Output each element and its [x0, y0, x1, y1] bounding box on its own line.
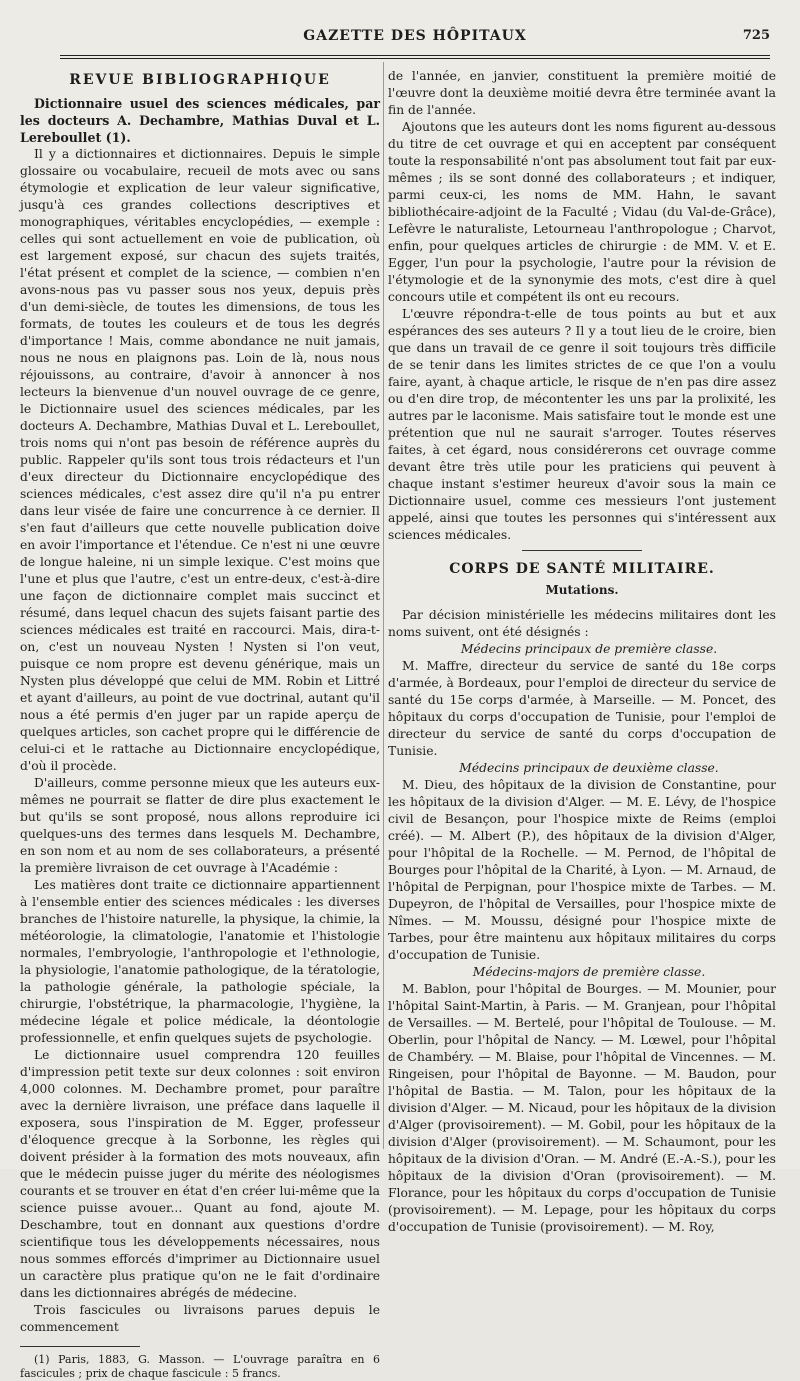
footnote-rule: [20, 1346, 140, 1347]
footnote: (1) Paris, 1883, G. Masson. — L'ouvrage paraîtra en 6 fascicules ; prix de chaque fascicule : 5 francs.: [20, 1353, 380, 1380]
paragraph: Par décision ministérielle les médecins militaires dont les noms suivent, ont été désignés :: [388, 608, 776, 639]
separator: [522, 550, 642, 551]
paragraph: M. Bablon, pour l'hôpital de Bourges. — M. Mounier, pour l'hôpital Saint-Martin, à Paris. — M. Granjean, pour l'hôpital de Versailles. — M. Bertelé, pour l'hôpital de Toulouse. — M. Oberlin, pour l'hôpital de Nancy. — M. Lœwel, pour l'hôpital de Chambéry. — M. Blaise, pour l'hôpital de Vincennes. — M. Ringeisen, pour l'hôpital de Bayonne. — M. Baudon, pour l'hôpital de Bastia. — M. Talon, pour les hôpitaux de la division d'Alger. — M. Nicaud, pour les hôpitaux de la division d'Alger (provisoirement). — M. Gobil, pour les hôpitaux de la division d'Alger (provisoirement). — M. Schaumont, pour les hôpitaux de la division d'Oran. — M. André (E.-A.-S.), pour les hôpitaux de la division d'Oran (provisoirement). — M. Florance, pour les hôpitaux du corps d'occupation de Tunisie (provisoirement). — M. Lepage, pour les hôpitaux du corps d'occupation de Tunisie (provisoirement). — M. Roy,: [388, 982, 776, 1234]
paragraph: Ajoutons que les auteurs dont les noms figurent au-dessous du titre de cet ouvrage et qui en acceptent par conséquent toute la responsabilité n'ont pas absolument tout fait par eux-mêmes ; ils se sont donné des collaborateurs ; et indiquer, parmi ceux-ci, les noms de MM. Hahn, le savant bibliothécaire-adjoint de la Faculté ; Vidau (du Val-de-Grâce), Lefèvre le naturaliste, Letourneau l'anthropologue ; Charvot, enfin, pour quelques articles de chirurgie : de MM. V. et E. Egger, l'un pour la psychologie, l'autre pour la révision de l'étymologie et de la synonymie des mots, c'est dire à quel concours utile et compétent ils ont eu recours.: [388, 120, 776, 304]
section-title: REVUE BIBLIOGRAPHIQUE: [69, 72, 331, 88]
left-column: [20, 68, 380, 1381]
section-heading: CORPS DE SANTÉ MILITAIRE.: [449, 561, 715, 577]
paragraph: M. Dieu, des hôpitaux de la division de Constantine, pour les hôpitaux de la division d'Alger. — M. E. Lévy, de l'hospice civil de Besançon, pour l'hospice mixte de Reims (emploi créé). — M. Albert (P.), des hôpitaux de la division d'Alger, pour l'hôpital de la Rochelle. — M. Pernod, de l'hôpital de Bourges pour l'hôpital de la Charité, à Lyon. — M. Arnaud, de l'hôpital de Perpignan, pour l'hospice mixte de Tarbes. — M. Dupeyron, de l'hôpital de Versailles, pour l'hospice mixte de Nîmes. — M. Moussu, désigné pour l'hospice mixte de Tarbes, pour être maintenu aux hôpitaux militaires du corps d'occupation de Tunisie.: [388, 778, 776, 962]
paragraph: L'œuvre répondra-t-elle de tous points au but et aux espérances des ses auteurs ? Il y a tout lieu de le croire, bien que dans un travail de ce genre il soit toujours très difficile de se tenir dans les limites strictes de ce que l'on a voulu faire, ayant, à chaque article, le risque de n'en pas dire assez ou d'en dire trop, de mécontenter les uns par la prolixité, les autres par le laconisme. Mais satisfaire tout le monde est une prétention que nul ne saurait s'arroger. Toutes réserves faites, à cet égard, nous considérerons cet ouvrage comme devant être très utile pour les praticiens qui peuvent à chaque instant s'estimer heureux d'avoir sous la main ce Dictionnaire usuel, comme ces messieurs l'ont justement appelé, ainsi que toutes les personnes qui s'intéressent aux sciences médicales.: [388, 307, 776, 542]
paragraph: de l'année, en janvier, constituent la première moitié de l'œuvre dont la deuxième moitié devra être terminée avant la fin de l'année.: [388, 69, 776, 117]
book-title: Dictionnaire usuel des sciences médicales, par les docteurs A. Dechambre, Mathias Duval et L. Lereboullet (1).: [20, 96, 380, 145]
header-rule-thin: [60, 58, 770, 59]
paragraph: Les matières dont traite ce dictionnaire appartiennent à l'ensemble entier des sciences médicales : les diverses branches de l'histoire naturelle, la physique, la chimie, la météorologie, la climatologie, l'anatomie et l'histologie normales, l'embryologie, l'anthropologie et l'ethnologie, la physiologie, l'anatomie pathologique, de la tératologie, la pathologie générale, la pathologie spéciale, la chirurgie, l'obstétrique, la pharmacologie, l'hygiène, la médecine légale et police médicale, la déontologie professionnelle, et enfin quelques sujets de psychologie.: [20, 878, 380, 1045]
column-divider: [383, 62, 384, 1149]
paragraph: Il y a dictionnaires et dictionnaires. Depuis le simple glossaire ou vocabulaire, recueil de mots avec ou sans étymologie et explication de leur valeur significative, jusqu'à ces grandes collections descriptives et monographiques, véritables encyclopédies, — exemple : celles qui sont actuellement en voie de publication, où est largement exposé, sur chacun des sujets traités, l'état présent et complet de la science, — combien n'en avons-nous pas vu passer sous nos yeux, depuis près d'un demi-siècle, de toutes les dimensions, de tous les formats, de toutes les couleurs et de tous les degrés d'importance ! Mais, comme abondance ne nuit jamais, nous ne nous en plaignons pas. Loin de là, nous nous réjouissons, au contraire, d'avoir à annoncer à nos lecteurs la bienvenue d'un nouvel ouvrage de ce genre, le Dictionnaire usuel des sciences médicales, par les docteurs A. Dechambre, Mathias Duval et L. Lereboullet, trois noms qui n'ont pas besoin de référence auprès du public. Rappeler qu'ils sont tous trois rédacteurs et l'un d'eux directeur du Dictionnaire encyclopédique des sciences médicales, c'est assez dire qu'il n'a pu entrer dans leur visée de faire une concurrence à ce dernier. Il s'en faut d'ailleurs que cette nouvelle publication doive en avoir l'importance et l'étendue. Ce n'est ni une œuvre de longue haleine, ni un simple lexique. C'est moins que l'une et plus que l'autre, c'est un entre-deux, c'est-à-dire une façon de dictionnaire complet mais succinct et résumé, dans lequel chacun des sujets faisant partie des sciences médicales est traité en raccourci. Mais, dira-t-on, c'est un nouveau Nysten ! Nysten si l'on veut, puisque ce nom propre est devenu générique, mais un Nysten plus développé que celui de MM. Robin et Littré et ayant d'ailleurs, au point de vue doctrinal, autant qu'il nous a été permis d'en juger par un rapide aperçu de quelques articles, son cachet propre qui le différencie de celui-ci et le rattache au Dictionnaire encyclopédique, d'où il procède.: [20, 147, 380, 773]
rank-heading: Médecins principaux de deuxième classe.: [459, 761, 719, 775]
header-rule: [60, 55, 770, 56]
right-column: [388, 68, 776, 1236]
running-title: GAZETTE DES HÔPITAUX: [303, 28, 527, 44]
paragraph: D'ailleurs, comme personne mieux que les auteurs eux-mêmes ne pourrait se flatter de dire plus exactement le but qu'ils se sont proposé, nous allons reproduire ici quelques-uns des termes dans lesquels M. Dechambre, en son nom et au nom de ses collaborateurs, a présenté la première livraison de cet ouvrage à l'Académie :: [20, 776, 380, 875]
paragraph: Le dictionnaire usuel comprendra 120 feuilles d'impression petit texte sur deux colonnes : soit environ 4,000 colonnes. M. Dechambre promet, pour paraître avec la dernière livraison, une préface dans laquelle il exposera, sous l'inspiration de M. Egger, professeur d'éloquence grecque à la Sorbonne, les règles qui doivent présider à la formation des mots nouveaux, afin que le médecin puisse juger du mérite des néologismes courants et se trouver en état d'en créer lui-même que la science puisse avouer... Quant au fond, ajoute M. Deschambre, tout en donnant aux questions d'ordre scientifique tous les développements nécessaires, nous nous sommes efforcés d'imprimer au Dictionnaire usuel un caractère plus pratique qu'on ne le fait d'ordinaire dans les dictionnaires abrégés de médecine.: [20, 1048, 380, 1300]
rank-heading: Médecins-majors de première classe.: [472, 965, 706, 979]
subsection-heading: Mutations.: [545, 583, 619, 597]
paragraph: Trois fascicules ou livraisons parues depuis le commencement: [20, 1303, 380, 1334]
page-number: 725: [742, 28, 770, 43]
page-header: [60, 28, 770, 50]
paragraph: M. Maffre, directeur du service de santé du 18e corps d'armée, à Bordeaux, pour l'emploi de directeur du service de santé du 15e corps d'armée, à Marseille. — M. Poncet, des hôpitaux du corps d'occupation de Tunisie, pour l'emploi de directeur du service de santé du corps d'occupation de Tunisie.: [388, 659, 776, 758]
rank-heading: Médecins principaux de première classe.: [460, 642, 718, 656]
